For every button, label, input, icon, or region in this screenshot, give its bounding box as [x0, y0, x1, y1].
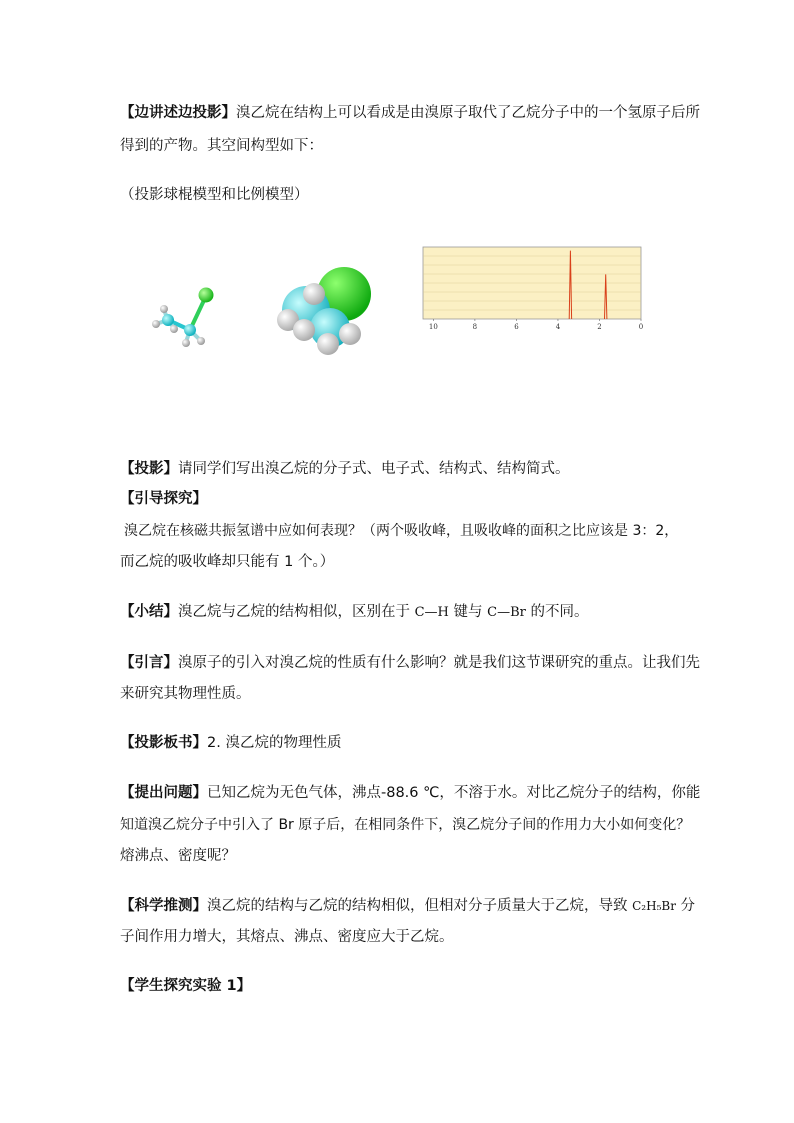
nmr-tick-label: 4 — [555, 323, 561, 331]
projection-note: （投影球棍模型和比例模型） — [120, 187, 309, 203]
guide-line1: 溴乙烷在核磁共振氢谱中应如何表现？（两个吸收峰，且吸收峰的面积之比应该是 3：2， — [124, 523, 679, 539]
question-line3: 熔沸点、密度呢？ — [120, 848, 236, 864]
nmr-tick-label: 0 — [638, 323, 644, 331]
paragraph-text: 请同学们写出溴乙烷的分子式、电子式、结构式、结构简式。 — [178, 461, 570, 477]
section-tag: 【小结】 — [120, 604, 178, 620]
ball-stick-model-image — [138, 282, 228, 362]
formula-c2h5br: C₂H₅Br — [632, 899, 676, 913]
section-tag: 【学生探究实验 1】 — [120, 978, 252, 994]
board-text: 2. 溴乙烷的物理性质 — [207, 735, 342, 751]
nmr-tick-label: 2 — [597, 323, 602, 331]
paragraph-text: 溴乙烷的结构与乙烷的结构相似，但相对分子质量大于乙烷，导致 — [207, 898, 633, 914]
section-tag: 【科学推测】 — [120, 898, 207, 914]
section-tag: 【引导探究】 — [120, 491, 207, 507]
space-filling-model-image — [270, 258, 380, 358]
nmr-tick-labels — [429, 319, 643, 331]
summary-text-post: 的不同。 — [525, 604, 589, 620]
paragraph-text: 溴原子的引入对溴乙烷的性质有什么影响？就是我们这节课研究的重点。让我们先 — [178, 655, 700, 671]
guide-heading — [120, 489, 207, 509]
board-paragraph — [120, 733, 341, 753]
summary-paragraph — [120, 602, 588, 623]
intro-paragraph-line1 — [120, 103, 700, 123]
section-tag: 【边讲述边投影】 — [120, 105, 236, 121]
guess-line2: 子间作用力增大，其熔点、沸点、密度应大于乙烷。 — [120, 929, 454, 945]
paragraph-text: 分 — [675, 898, 696, 914]
question-line1 — [120, 783, 700, 803]
summary-text-pre: 溴乙烷与乙烷的结构相似，区别在于 — [178, 604, 415, 620]
projection-paragraph — [120, 459, 570, 479]
paragraph-text: 已知乙烷为无色气体，沸点-88.6 ℃，不溶于水。对比乙烷分子的结构，你能 — [207, 785, 701, 801]
guide-line2: 而乙烷的吸收峰却只能有 1 个。） — [120, 554, 335, 570]
intro-question-line2: 来研究其物理性质。 — [120, 686, 251, 702]
guess-line1 — [120, 896, 695, 916]
section-tag: 【投影板书】 — [120, 735, 207, 751]
intro-paragraph-line2: 得到的产物。其空间构型如下： — [120, 138, 323, 154]
section-tag: 【投影】 — [120, 461, 178, 477]
experiment-heading — [120, 976, 251, 996]
question-line2: 知道溴乙烷分子中引入了 Br 原子后，在相同条件下，溴乙烷分子间的作用力大小如何变化？ — [120, 817, 691, 833]
nmr-tick-label: 6 — [514, 323, 519, 331]
bond-c-h: C—H — [414, 605, 449, 620]
section-tag: 【提出问题】 — [120, 785, 207, 801]
section-tag: 【引言】 — [120, 655, 178, 671]
nmr-tick-label: 10 — [428, 323, 438, 331]
summary-text-mid: 键与 — [448, 604, 488, 620]
nmr-tick-label: 8 — [472, 323, 478, 331]
paragraph-text: 溴乙烷在结构上可以看成是由溴原子取代了乙烷分子中的一个氢原子后所 — [236, 105, 700, 121]
bond-c-br: C—Br — [487, 605, 526, 620]
nmr-spectrum-image — [418, 240, 648, 336]
intro-question-line1 — [120, 653, 700, 673]
